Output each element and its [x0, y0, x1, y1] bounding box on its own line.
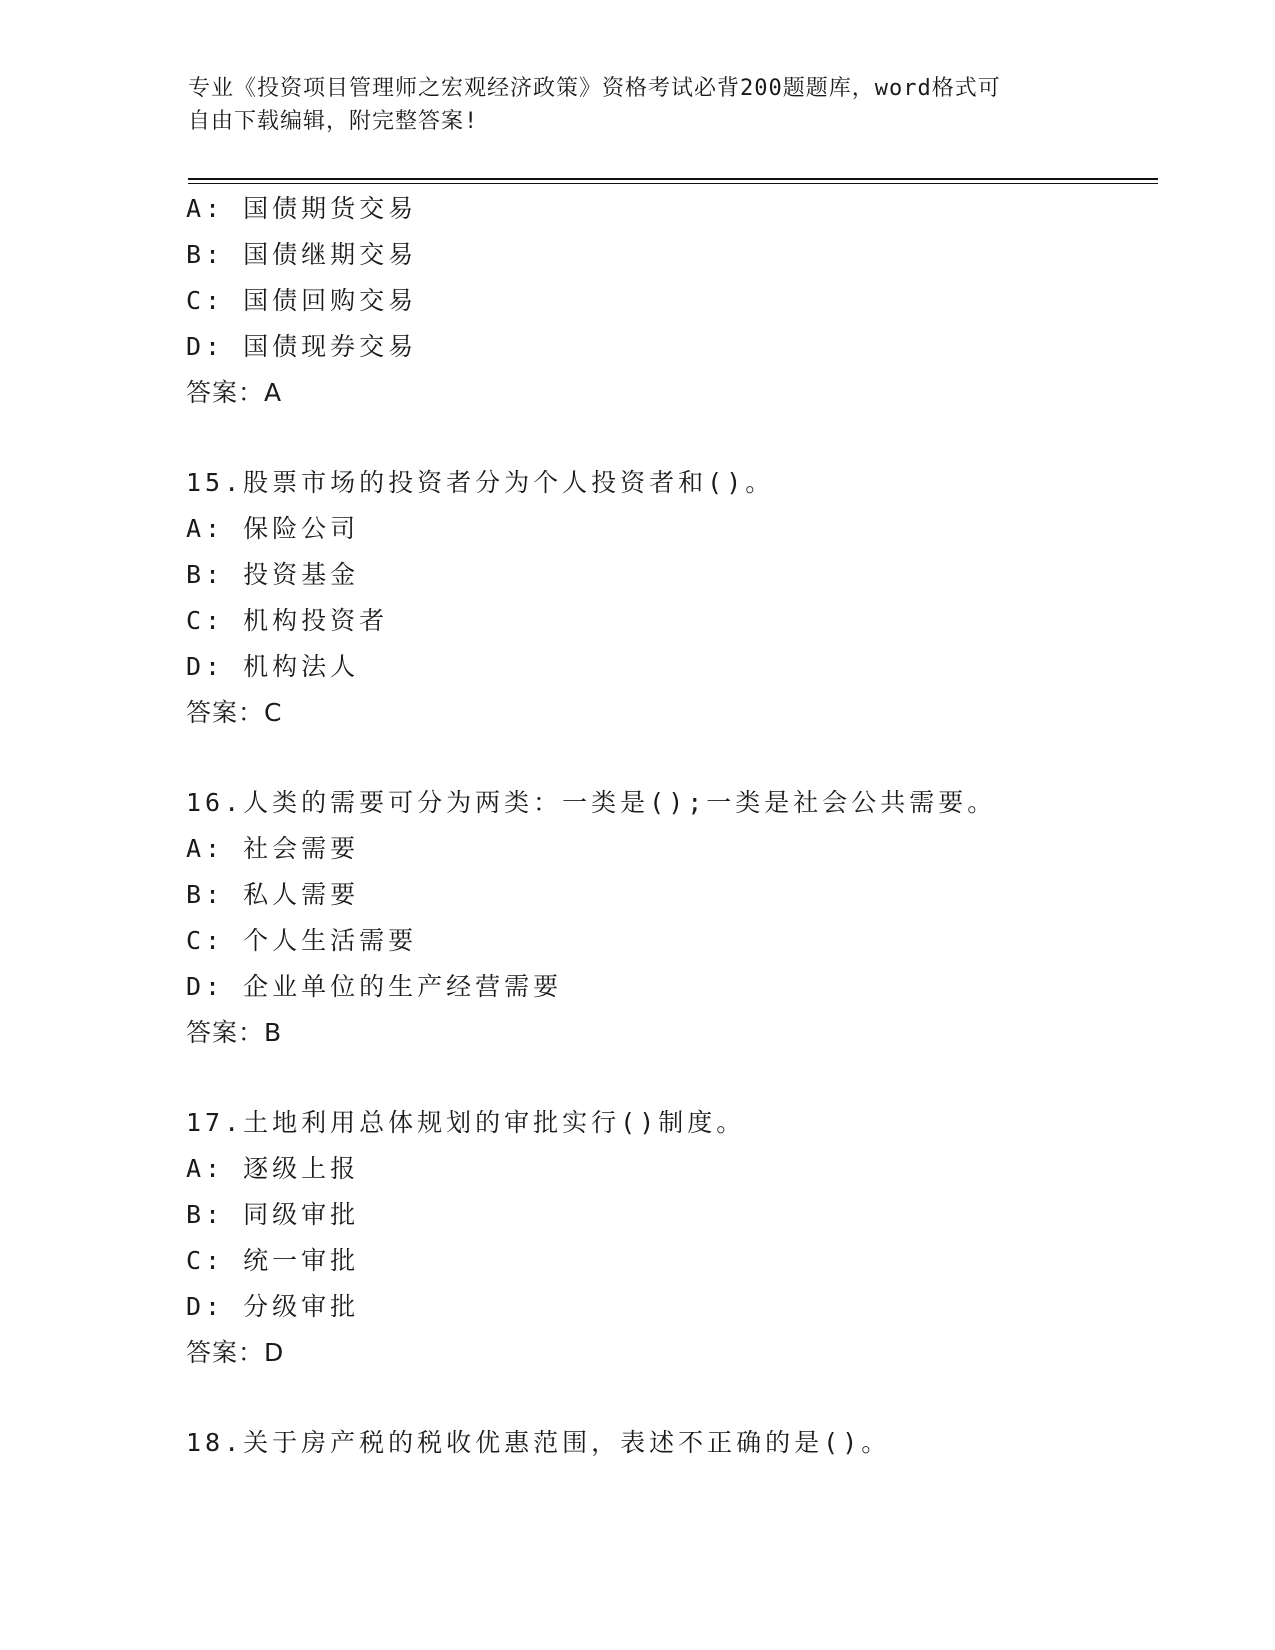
option-c: C: 国债回购交易: [186, 286, 418, 315]
document-header: [188, 72, 1068, 138]
question-block-18: [186, 1420, 1166, 1466]
option-b: B: 国债继期交易: [186, 240, 418, 269]
option-a: A: 保险公司: [186, 514, 360, 543]
header-divider-thick: [188, 178, 1158, 180]
answer-line: 答案：C: [186, 698, 283, 727]
option-a: A: 社会需要: [186, 834, 360, 863]
question-block-16: [186, 780, 1166, 1056]
question-content: [186, 186, 1166, 1466]
question-block-15: [186, 460, 1166, 736]
option-d: D: 机构法人: [186, 652, 360, 681]
option-a: A: 国债期货交易: [186, 194, 418, 223]
answer-line: 答案：D: [186, 1338, 285, 1367]
option-b: B: 投资基金: [186, 560, 360, 589]
question-stem: 15.股票市场的投资者分为个人投资者和()。: [186, 468, 775, 497]
option-c: C: 机构投资者: [186, 606, 389, 635]
option-d: D: 企业单位的生产经营需要: [186, 972, 563, 1001]
header-line-2: 自由下载编辑，附完整答案!: [188, 109, 479, 134]
answer-line: 答案：B: [186, 1018, 283, 1047]
option-d: D: 分级审批: [186, 1292, 360, 1321]
question-stem: 16.人类的需要可分为两类：一类是();一类是社会公共需要。: [186, 788, 997, 817]
question-stem: 18.关于房产税的税收优惠范围，表述不正确的是()。: [186, 1428, 891, 1457]
option-b: B: 私人需要: [186, 880, 360, 909]
header-divider-thin: [188, 183, 1158, 184]
question-block-17: [186, 1100, 1166, 1376]
question-stem: 17.土地利用总体规划的审批实行()制度。: [186, 1108, 746, 1137]
option-d: D: 国债现券交易: [186, 332, 418, 361]
option-c: C: 个人生活需要: [186, 926, 418, 955]
option-c: C: 统一审批: [186, 1246, 360, 1275]
header-line-1: 专业《投资项目管理师之宏观经济政策》资格考试必背200题题库，word格式可: [188, 76, 1001, 101]
answer-line: 答案：A: [186, 378, 283, 407]
question-block-14: [186, 186, 1166, 416]
option-a: A: 逐级上报: [186, 1154, 360, 1183]
option-b: B: 同级审批: [186, 1200, 360, 1229]
